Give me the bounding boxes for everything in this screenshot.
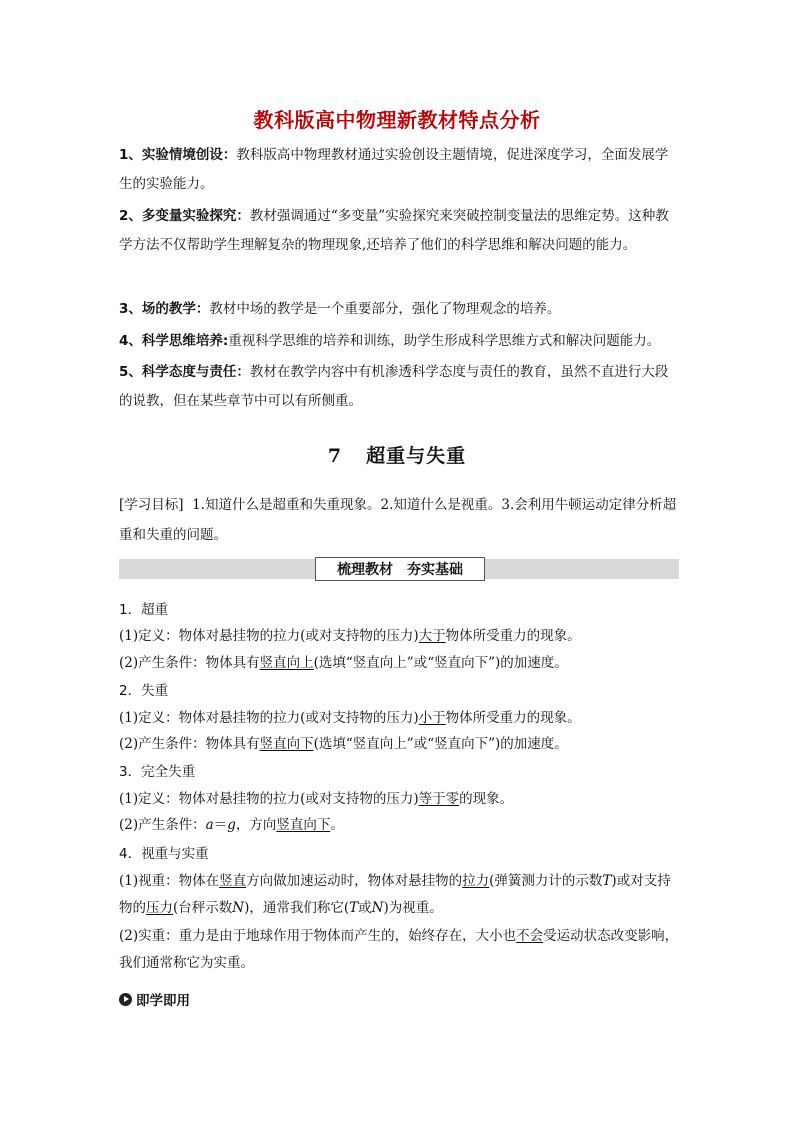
apply-now-label: 即学即用 — [136, 993, 190, 1009]
chapter-number: 7 — [327, 445, 343, 467]
analysis-item-label: 5、科学态度与责任： — [119, 364, 250, 380]
apply-now-heading — [119, 989, 190, 1009]
section-2-title: 2．失重 — [119, 683, 169, 699]
analysis-item-label: 4、科学思维培养: — [119, 333, 229, 349]
analysis-item-3 — [119, 295, 679, 324]
answer-blank: 竖直向下 — [276, 817, 331, 833]
analysis-title: 教科版高中物理新教材特点分析 — [253, 108, 541, 132]
analysis-item-5 — [119, 358, 679, 416]
band-right-text: 夯实基础 — [407, 562, 463, 578]
answer-blank: 压力 — [146, 900, 173, 916]
analysis-item-2 — [119, 202, 679, 260]
section-3-definition: (1)定义：物体对悬挂物的拉力(或对支持物的压力)等于零的现象。 — [119, 791, 514, 807]
band-left-text: 梳理教材 — [337, 562, 393, 578]
answer-blank: 小于 — [418, 710, 446, 726]
play-icon — [119, 993, 132, 1006]
section-4-apparent-weight: (1)视重：物体在竖直方向做加速运动时，物体对悬挂物的拉力(弹簧测力计的示数T)或对支持物的压力(台秤示数N)，通常我们称它(T或N)为视重。 — [119, 873, 671, 916]
section-1-title: 1．超重 — [119, 602, 169, 618]
answer-blank: 竖直 — [219, 873, 247, 889]
analysis-item-4 — [119, 327, 679, 356]
section-1-condition: (2)产生条件：物体具有竖直向上(选填“竖直向上”或“竖直向下”)的加速度。 — [119, 655, 568, 671]
analysis-item-text: 教材在教学内容中有机渗透科学态度与责任的教育，虽然不直进行大段的说教，但在某些章节中可以有所侧重。 — [119, 364, 669, 409]
answer-blank: 等于零 — [418, 791, 460, 807]
section-1-definition: (1)定义：物体对悬挂物的拉力(或对支持物的压力)大于物体所受重力的现象。 — [119, 628, 581, 644]
analysis-item-label: 3、场的教学： — [119, 301, 210, 317]
section-band-label — [315, 557, 485, 581]
answer-blank: 不会 — [516, 928, 544, 944]
section-3-condition: (2)产生条件：a＝g，方向竖直向下。 — [119, 817, 344, 833]
section-4-real-weight: (2)实重：重力是由于地球作用于物体而产生的，始终存在，大小也不会受运动状态改变影响，我们通常称它为实重。 — [119, 928, 679, 971]
answer-blank: 拉力 — [462, 873, 490, 889]
answer-blank: 竖直向上 — [259, 655, 314, 671]
section-4-title: 4．视重与实重 — [119, 846, 209, 862]
learning-objectives — [119, 490, 679, 550]
section-2-condition: (2)产生条件：物体具有竖直向下(选填“竖直向上”或“竖直向下”)的加速度。 — [119, 736, 568, 752]
objectives-label: [学习目标] — [119, 497, 184, 513]
analysis-item-label: 2、多变量实验探究： — [119, 208, 250, 224]
analysis-item-text: 重视科学思维的培养和训练，助学生形成科学思维方式和解决问题能力。 — [228, 333, 661, 349]
analysis-item-label: 1、实验情境创设： — [119, 147, 237, 163]
chapter-heading — [0, 441, 794, 468]
objectives-text: 1.知道什么是超重和失重现象。2.知道什么是视重。3.会利用牛顿运动定律分析超重和失重的问题。 — [119, 497, 677, 543]
chapter-title: 超重与失重 — [366, 445, 467, 467]
analysis-item-text: 教科版高中物理教材通过实验创设主题情境，促进深度学习，全面发展学生的实验能力。 — [119, 147, 669, 192]
analysis-item-text: 教材强调通过“多变量”实验探究来突破控制变量法的思维定势。这种教学方法不仅帮助学生理解复杂的物理现象,还培养了他们的科学思维和解决问题的能力。 — [119, 208, 669, 253]
section-3-title: 3．完全失重 — [119, 764, 196, 780]
section-2-definition: (1)定义：物体对悬挂物的拉力(或对支持物的压力)小于物体所受重力的现象。 — [119, 710, 581, 726]
analysis-item-1 — [119, 141, 679, 199]
analysis-item-text: 教材中场的教学是一个重要部分，强化了物理观念的培养。 — [209, 301, 561, 317]
answer-blank: 竖直向下 — [259, 736, 314, 752]
answer-blank: 大于 — [418, 628, 446, 644]
